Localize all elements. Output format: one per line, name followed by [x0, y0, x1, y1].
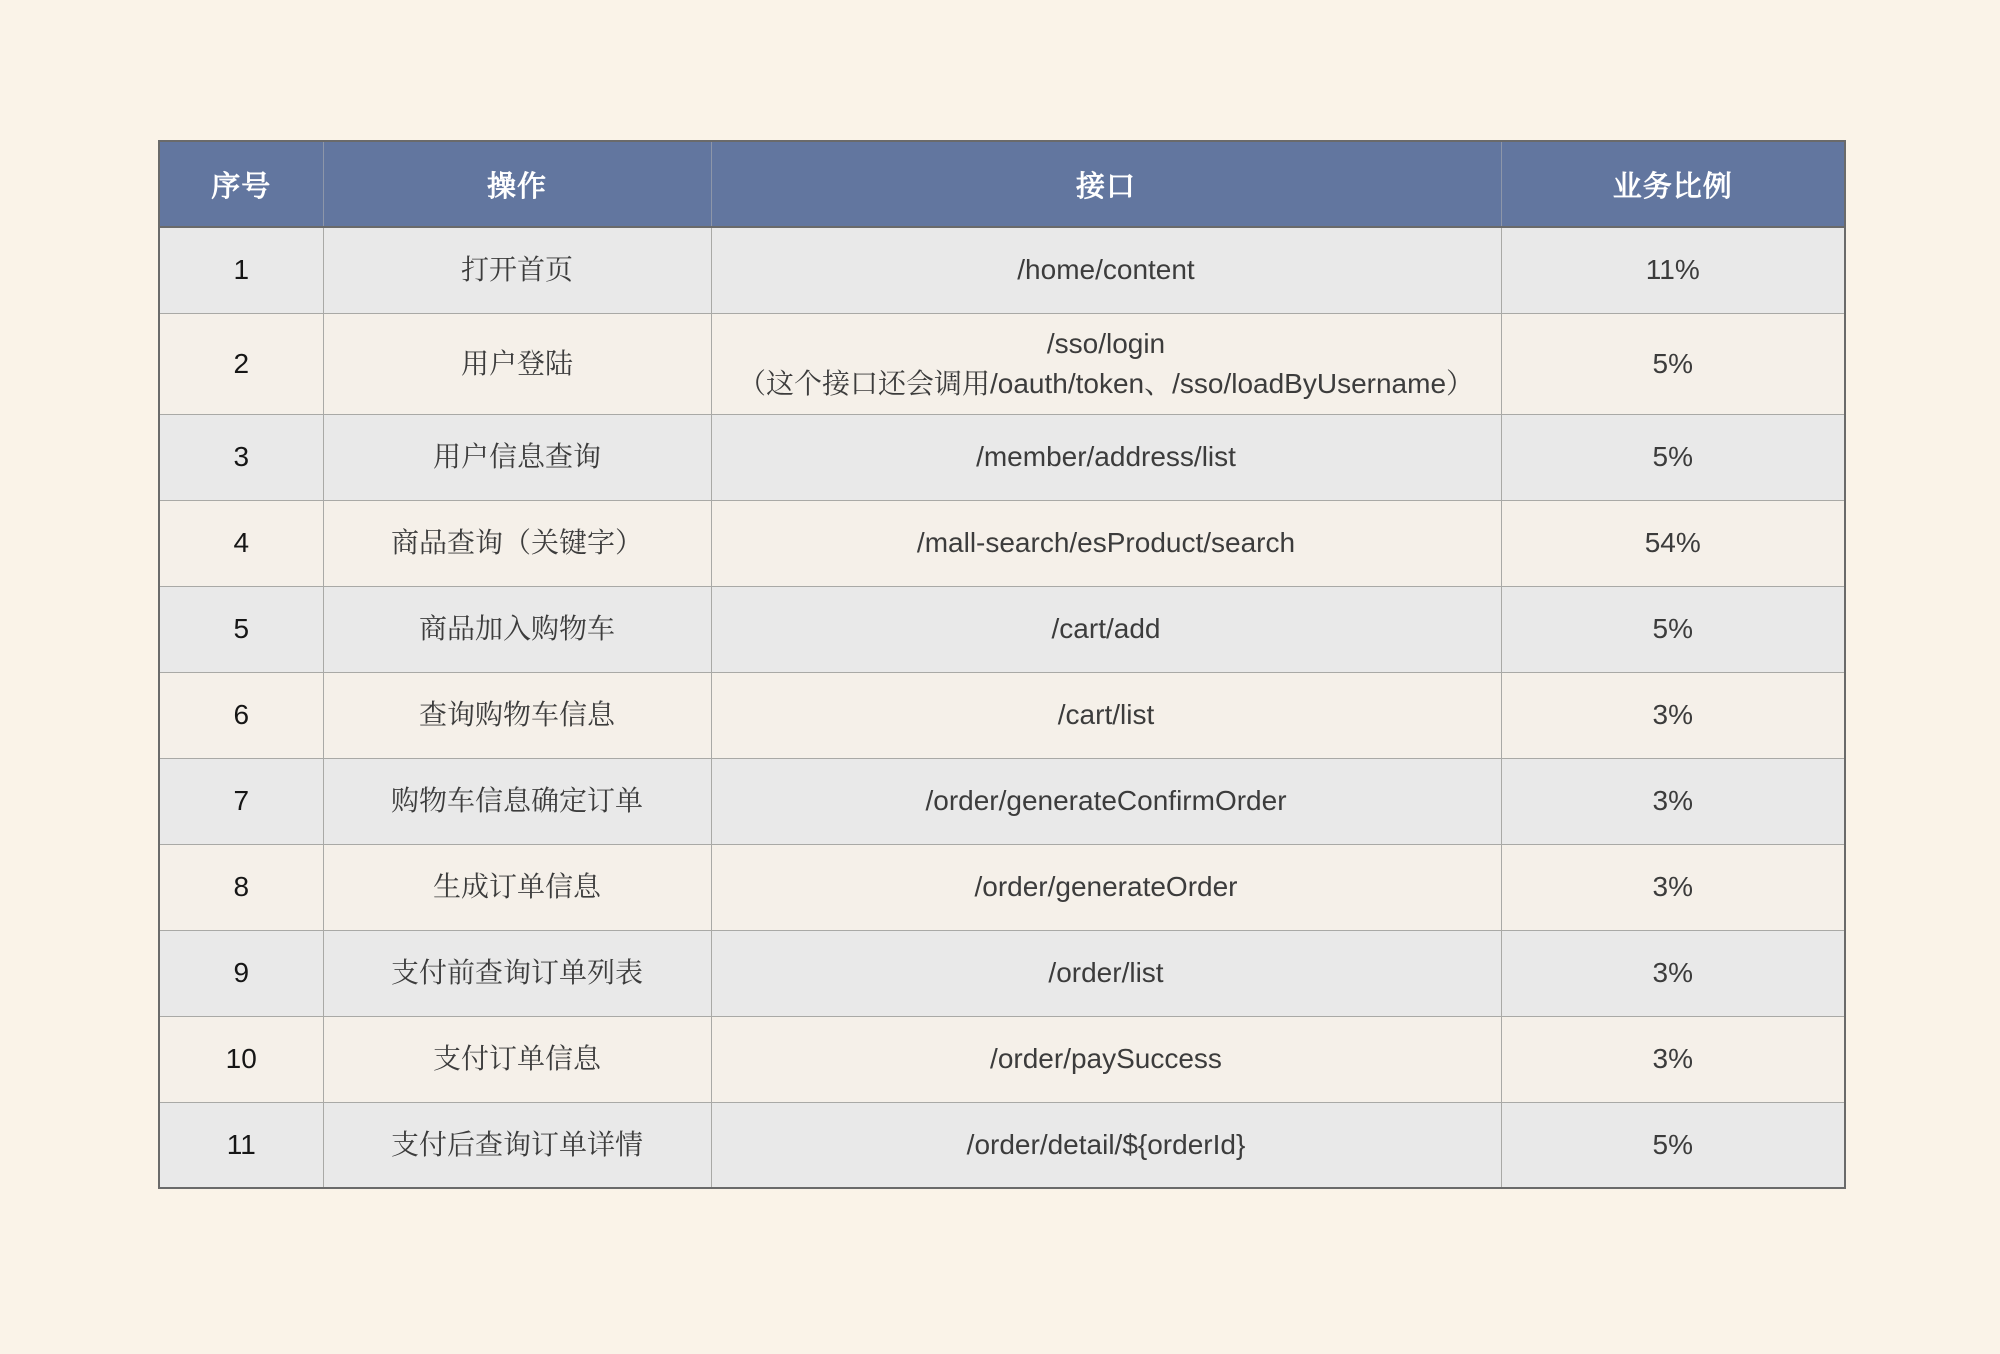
- table-row: [159, 844, 1845, 930]
- cell-index: 8: [159, 844, 323, 930]
- cell-ratio: 3%: [1501, 1016, 1845, 1102]
- cell-operation: 用户登陆: [323, 313, 711, 414]
- cell-operation: 支付后查询订单详情: [323, 1102, 711, 1188]
- cell-operation: 查询购物车信息: [323, 672, 711, 758]
- table-row: [159, 1016, 1845, 1102]
- table-row: [159, 500, 1845, 586]
- cell-operation: 打开首页: [323, 227, 711, 313]
- column-header-ratio: 业务比例: [1501, 141, 1845, 227]
- cell-operation: 支付订单信息: [323, 1016, 711, 1102]
- api-note: （这个接口还会调用/oauth/token、/sso/loadByUsername）: [737, 367, 1475, 399]
- cell-index: 2: [159, 313, 323, 414]
- cell-operation: 生成订单信息: [323, 844, 711, 930]
- cell-ratio: 54%: [1501, 500, 1845, 586]
- cell-index: 11: [159, 1102, 323, 1188]
- table-row: [159, 586, 1845, 672]
- column-header-api: 接口: [711, 141, 1501, 227]
- table-row: [159, 414, 1845, 500]
- api-ratio-table: [158, 140, 1846, 1189]
- cell-index: 4: [159, 500, 323, 586]
- table-row: [159, 313, 1845, 414]
- cell-ratio: 5%: [1501, 313, 1845, 414]
- column-header-index: 序号: [159, 141, 323, 227]
- cell-index: 9: [159, 930, 323, 1016]
- cell-api: /order/paySuccess: [711, 1016, 1501, 1102]
- cell-api: /home/content: [711, 227, 1501, 313]
- cell-api: /mall-search/esProduct/search: [711, 500, 1501, 586]
- cell-ratio: 3%: [1501, 930, 1845, 1016]
- cell-api: /order/list: [711, 930, 1501, 1016]
- cell-api: /order/generateOrder: [711, 844, 1501, 930]
- cell-ratio: 5%: [1501, 1102, 1845, 1188]
- cell-operation: 购物车信息确定订单: [323, 758, 711, 844]
- cell-api: /order/generateConfirmOrder: [711, 758, 1501, 844]
- cell-operation: 商品加入购物车: [323, 586, 711, 672]
- cell-index: 7: [159, 758, 323, 844]
- cell-operation: 商品查询（关键字）: [323, 500, 711, 586]
- table-row: [159, 1102, 1845, 1188]
- table-row: [159, 758, 1845, 844]
- cell-ratio: 3%: [1501, 672, 1845, 758]
- cell-index: 3: [159, 414, 323, 500]
- table-row: [159, 227, 1845, 313]
- cell-ratio: 5%: [1501, 586, 1845, 672]
- table-body: [159, 227, 1845, 1188]
- table-row: [159, 930, 1845, 1016]
- table-row: [159, 672, 1845, 758]
- cell-operation: 支付前查询订单列表: [323, 930, 711, 1016]
- cell-api: /sso/login （这个接口还会调用/oauth/token、/sso/loadByUsername）: [711, 313, 1501, 414]
- cell-operation: 用户信息查询: [323, 414, 711, 500]
- cell-api: /cart/list: [711, 672, 1501, 758]
- cell-ratio: 5%: [1501, 414, 1845, 500]
- cell-index: 1: [159, 227, 323, 313]
- cell-api: /cart/add: [711, 586, 1501, 672]
- cell-api: /member/address/list: [711, 414, 1501, 500]
- cell-ratio: 3%: [1501, 844, 1845, 930]
- table-header: [159, 141, 1845, 227]
- cell-index: 6: [159, 672, 323, 758]
- column-header-operation: 操作: [323, 141, 711, 227]
- cell-ratio: 11%: [1501, 227, 1845, 313]
- cell-index: 10: [159, 1016, 323, 1102]
- table-header-row: [159, 141, 1845, 227]
- cell-api: /order/detail/${orderId}: [711, 1102, 1501, 1188]
- cell-ratio: 3%: [1501, 758, 1845, 844]
- cell-index: 5: [159, 586, 323, 672]
